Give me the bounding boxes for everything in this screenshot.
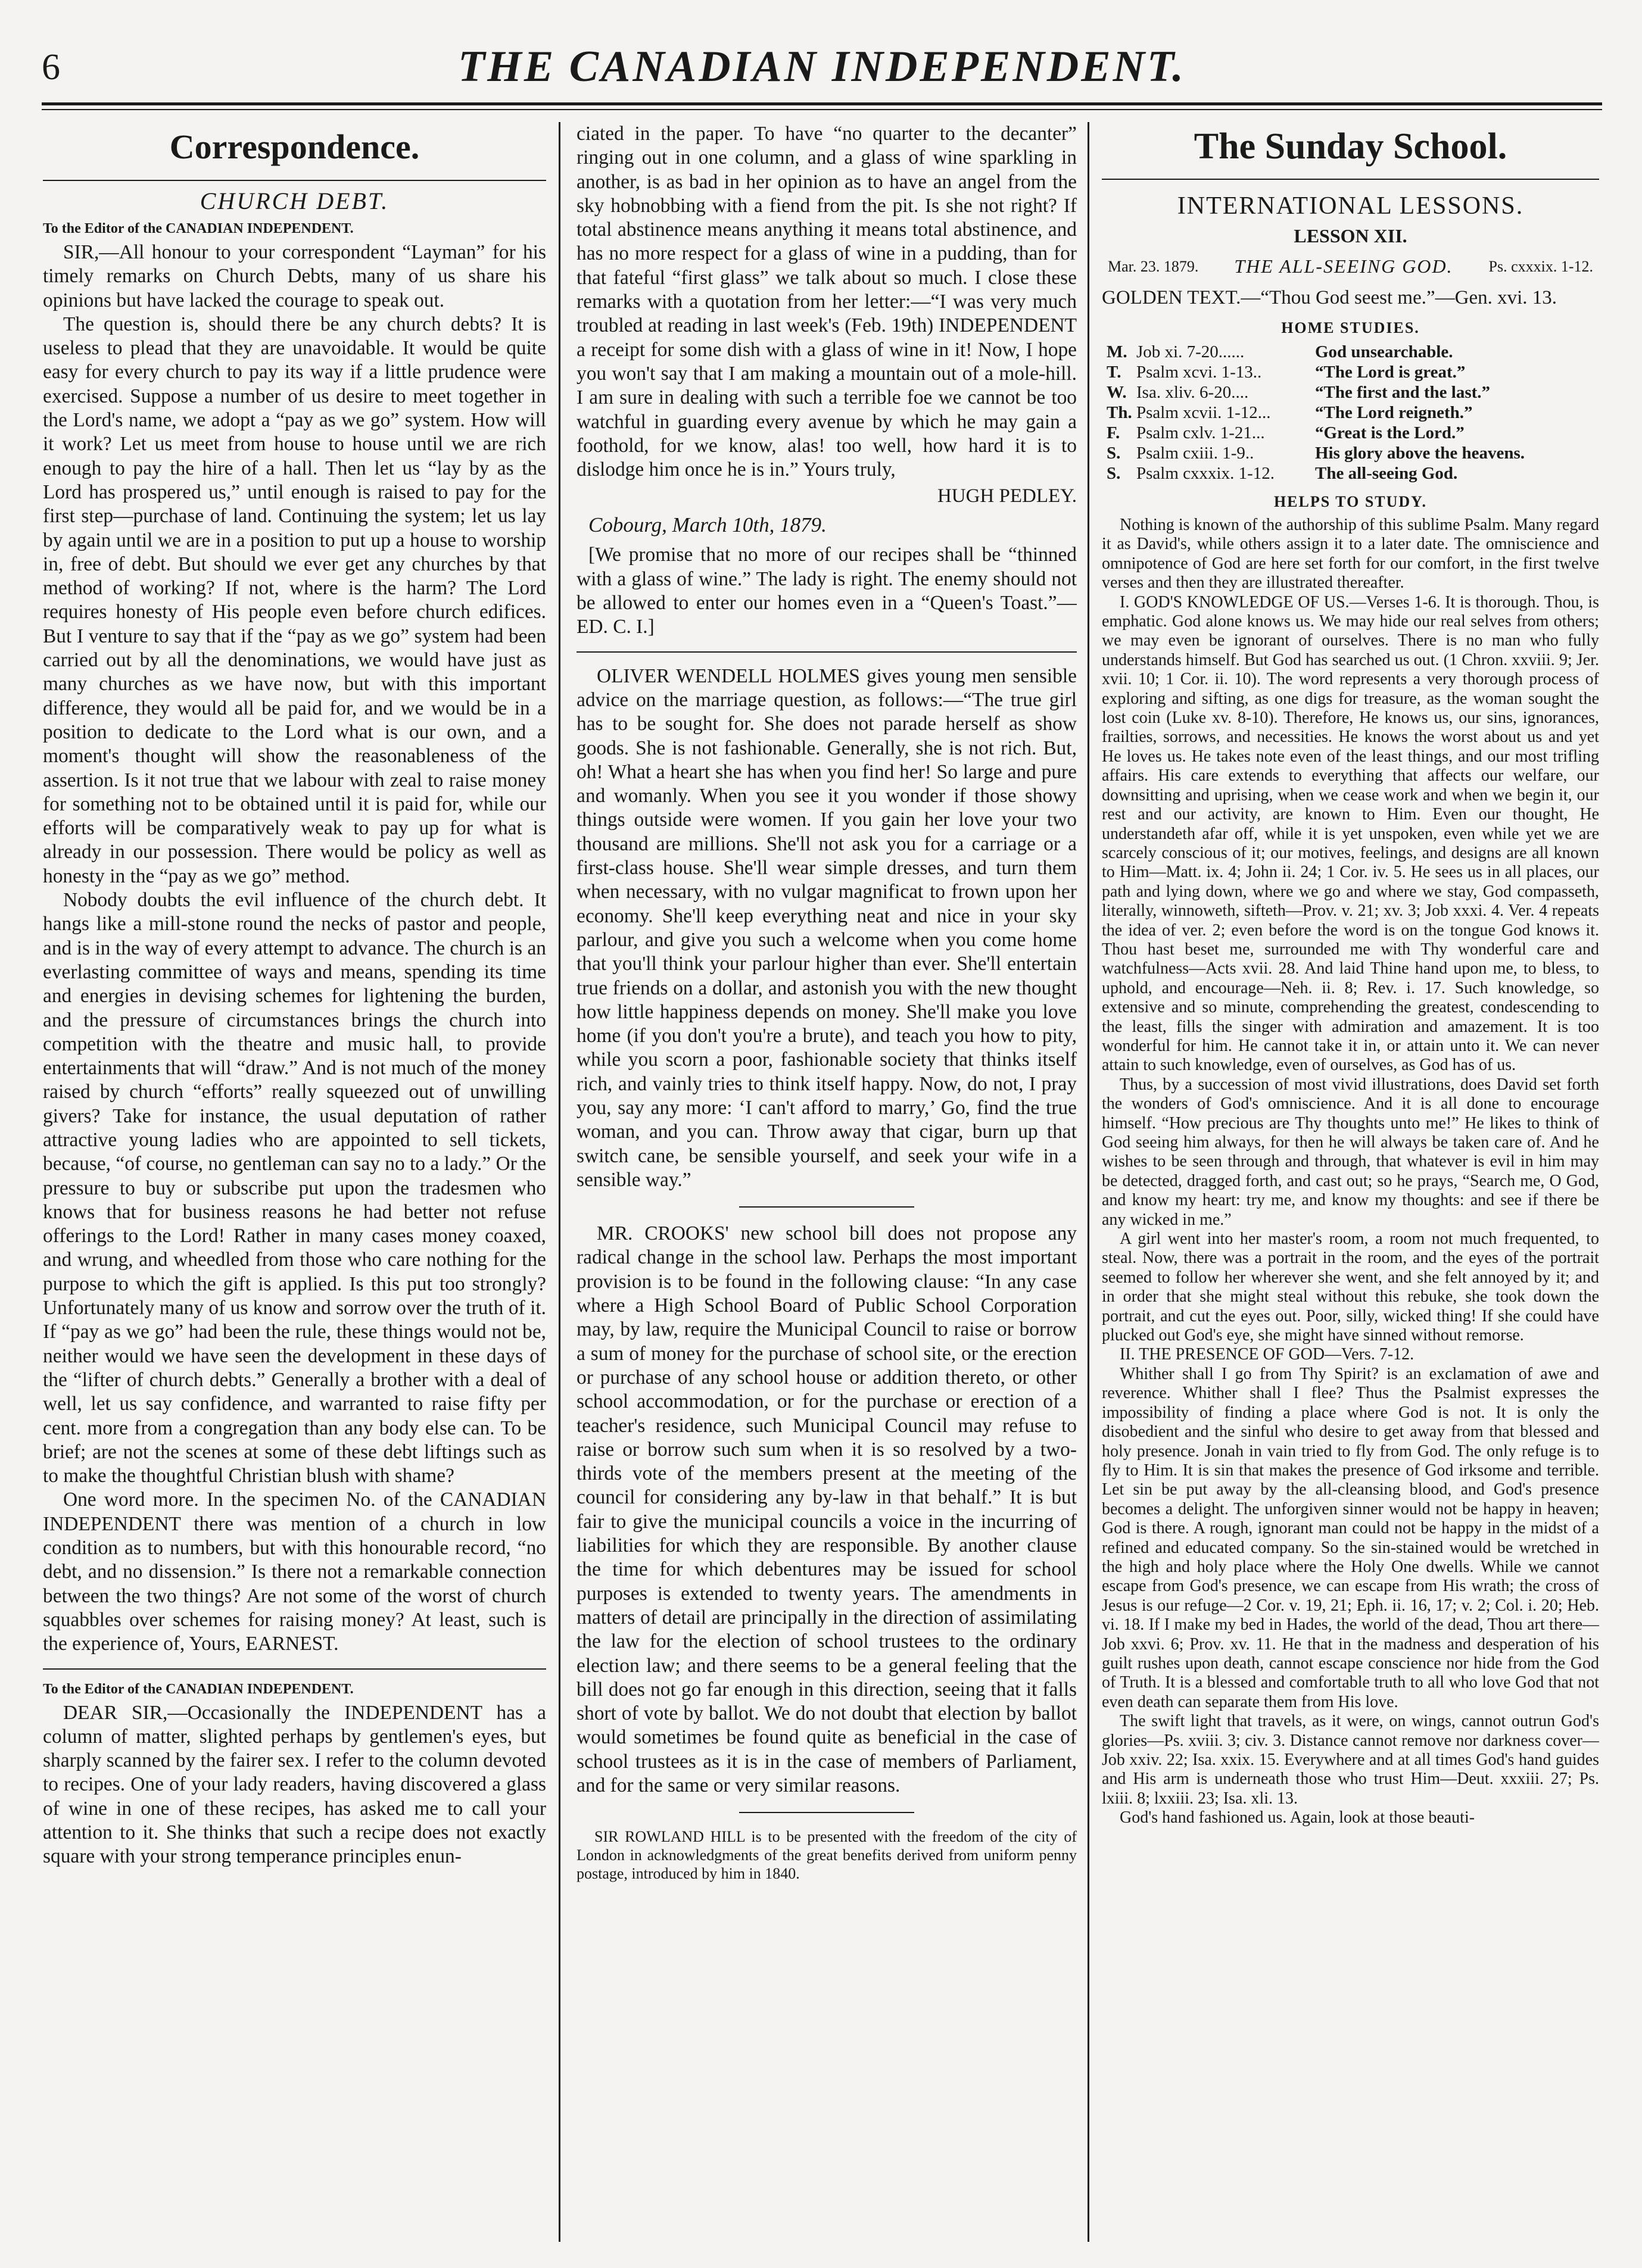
helps-subheading: II. THE PRESENCE OF GOD—Vers. 7-12. [1120,1345,1414,1364]
journal-title: THE CANADIAN INDEPENDENT. [458,42,1186,91]
letter1-paragraph: One word more. In the specimen No. of the CANADIAN INDEPENDENT there was mention of a church in low condition as to numbers, but with this honourable record, “no debt, and no dissension.” Is there not a remarkable connection between the two things? Are not some of the worst of church squabbles over schemes for raising money? At least, such is the experience of, Yours, EARNEST. [43,1489,546,1655]
to-editor-line: To the Editor of the CANADIAN INDEPENDENT. [43,221,354,236]
column-sunday-school [1102,122,1599,2242]
helps-paragraph: I. GOD'S KNOWLEDGE OF US.—Verses 1-6. It is thorough. Thou, is emphatic. God alone knows us. We may hide our real selves from others; we may even be ignorant of ourselves. There is no man who fully understands himself. But God has searched us out. (1 Chron. xxviii. 9; Jer. xvii. 10; 1 Cor. ii. 10). The word represents a very thorough process of exploring and sifting, as one digs for treasure, as the woman sought the lost coin (Luke xv. 8-10). Therefore, He knows us, our sins, ignorances, frailties, sorrows, and necessities. He knows the worst about us and yet He loves us. He takes note even of the least things, and our most trifling affairs. His care extends to everything that affects our welfare, our downsitting and uprising, when we cease work and when we begin it, our rest and our activity, are known to Him. Even our thought, He understandeth afar off, while it is yet unspoken, even while yet we are scarcely conscious of it; our motives, feelings, and designs are all known to Him—Matt. ix. 4; John ii. 24; 1 Cor. iv. 5. He sees us in all places, our path and lying down, where we go and where we stay, God compasseth, literally, winnoweth, sifteth—Prov. v. 21; xv. 3; Job xxxi. 4. Ver. 4 repeats the idea of ver. 2; even before the word is on the tongue God knows it. Thou hast beset me, surrounded me with Thy wonderful care and watchfulness—Acts xvii. 28. And laid Thine hand upon me, to bless, to uphold, and encourage—Neh. ii. 8; Rev. i. 17. Such knowledge, so extensive and so minute, comprehending the greatest, condescending to the least, fills the singer with admiration and amazement. It is too wonderful for him. He cannot take it in, or attain unto it. We can never attain to such knowledge, even of ourselves, as God has of us. [1102,592,1599,1075]
short-divider-2 [739,1812,914,1813]
section-title-sunday-school: The Sunday School. [1194,126,1507,167]
lesson-title: THE ALL-SEEING GOD. [1234,255,1453,277]
header-rule-bottom [42,109,1602,110]
helps-paragraph: The swift light that travels, as it were, on wings, cannot outrun God's glories—Ps. xviii. 3; civ. 3. Distance cannot remove nor darkness cover—Job xxiv. 22; Isa. xxix. 15. Everywhere and at all times God's hand guides and His arm is underneath those who trust Him—Deut. xxxiii. 27; Ps. lxiii. 8; lxxiii. 23; Isa. xli. 13. [1102,1712,1599,1808]
to-editor-line-2: To the Editor of the CANADIAN INDEPENDENT. [43,1681,354,1697]
masthead [42,42,1602,95]
list-item: M. Job xi. 7-20...... God unsearchable. [1107,342,1453,361]
article-divider [577,651,1077,653]
lesson-reference: Ps. cxxxix. 1-12. [1488,257,1593,275]
letter1-paragraph: Nobody doubts the evil influence of the church debt. It hangs like a mill-stone round the necks of pastor and people, and is in the way of every attempt to advance. The church is an everlasting committee of ways and means, spending its time and energies in devising schemes for lightening the burden, and the pressure of circumstances brings the church into competition with the theatre and music hall, to provide entertainments that will “draw.” And is not much of the money raised by church “efforts” really squeezed out of unwilling givers? Take for instance, the usual deputation of rather attractive young ladies who are appointed to sell tickets, because, “of course, no gentleman can say no to a lady.” Or the pressure to buy or subscribe put upon the tradesmen who knows that for business reasons he had better not refuse offerings to the Lord! Rather in many cases money coaxed, and wrung, and wheedled from those who care nothing for the purpose to which the gift is applied. Is this put too strongly? Unfortunately many of us know and sorrow over the truth of it. If “pay as we go” had been the rule, these things would not be, neither would we have seen the development in these days of the “lifter of church debts.” Generally a brother with a deal of well, let us say confidence, and warranted to raise fifty per cent. more from a congregation than any body else can. To be brief; are not the scenes at some of these debt liftings such as to make the thoughtful Christian blush with shame? [43,889,546,1487]
letter2-paragraph: DEAR SIR,—Occasionally the INDEPENDENT has a column of matter, slighted perhaps by gentlemen's eyes, but sharply scanned by the fairer sex. I refer to the column devoted to recipes. One of your lady readers, having discovered a glass of wine in one of these recipes, has asked me to call your attention to it. She thinks that such a recipe does not exactly square with your strong temperance principles enun- [43,1701,546,1868]
helps-paragraph: A girl went into her master's room, a room not much frequented, to steal. Now, there was a portrait in the room, and the eyes of the portrait seemed to follow her wherever she went, and she felt annoyed by it; and in order that she might steal without this rebuke, she took down the portrait, and cut the eyes out. Poor, silly, wicked thing! If she could have plucked out God's eye, she might have sinned without remorse. [1102,1230,1599,1345]
list-item: W. Isa. xliv. 6-20.... “The first and the last.” [1107,383,1491,402]
helps-paragraph: Whither shall I go from Thy Spirit? is an exclamation of awe and reverence. Whither shall I flee? Thus the Psalmist expresses the impossibility of finding a place where God is not. It is only the disobedient and the sinful who desire to get away from that blessed and holy presence. Jonah in vain tried to fly from God. The only refuge is to fly to Him. It is sin that makes the presence of God irksome and terrible. Let sin be put away by the all-cleansing blood, and God's presence becomes a delight. The unforgiven sinner would not be happy in heaven; God is there. A rough, ignorant man could not be happy in the midst of a refined and educated company. So the sin-stained would be wretched in the high and holy place where the Holy One dwells. While we cannot escape from God's presence, we can escape from His wrath; the cross of Jesus is our refuge—2 Cor. v. 19, 21; Eph. ii. 16, 17; v. 2; Col. i. 20; Heb. vi. 18. If I make my bed in Hades, the world of the dead, Thou art there—Job xxvi. 6; Prov. xv. 11. He that in the madness and desperation of his guilt rushes upon death, cannot escape conscience nor hide from the God of Truth. It is a blessed and comfortable truth to all who love God that not even death can separate them from His love. [1102,1364,1599,1711]
lesson-number: LESSON XII. [1294,225,1407,247]
list-item: S. Psalm cxiii. 1-9.. His glory above the heavens. [1107,444,1525,463]
lesson-header-row [1108,255,1593,277]
holmes-paragraph: OLIVER WENDELL HOLMES gives young men sensible advice on the marriage question, as follows:—“The true girl has to be sought for. She does not parade herself as show goods. She is not fashionable. Generally, she is not rich. But, oh! What a heart she has when you find her! So large and pure and womanly. When you see it you wonder if those showy things outside were women. If you gain her love your two thousand are millions. She'll not ask you for a carriage or a first-class house. She'll wear simple dresses, and turn them when necessary, with no vulgar magnificat to frown upon her economy. She'll keep everything neat and nice in your sky parlour, and give you such a welcome when you come home that you'll think your parlour higher than ever. She'll entertain true friends on a dollar, and astonish you with the new thought how little happiness depends on money. She'll make you love home (if you don't you're a brute), and teach you how to pity, while you scorn a poor, fashionable society that thinks itself rich, and vainly tries to think itself happy. Now, do not, I pray you, say any more: ‘I can't afford to marry,’ Go, find the true woman, and you can. Throw away that cigar, burn up that switch cane, be sensible yourself, and seek your wife in a sensible way.” [577,665,1077,1191]
letter1-paragraph: The question is, should there be any church debts? It is useless to plead that they are unavoidable. It would be quite easy for every church to pay its way if a little prudence were exercised. Suppose a number of us desire to meet together in the Lord's name, we adopt a “pay as we go” system. How will it work? Let us meet from house to house until we are rich enough to pay the hire of a hall. Then let us “lay by as the Lord has prospered us,” until enough is raised to pay for the first step—purchase of land. Continuing the system; let us lay by again until we are in a position to put up a house to worship in, free of debt. But should we ever get any churches by that method of working? If not, where is the harm? The Lord requires honesty of His people even before church edifices. But I venture to say that if the “pay as we go” system had been carried out by all the denominations, we would have just as many churches as we have now, but with this important difference, they would all be paid for, and we would be in a position to dedicate to the Lord what is our own, and a moment's thought will show the reasonableness of the assertion. Is it not true that we labour with zeal to raise money for something not to be obtained until it is paid for, while our efforts will be comparatively weak to pay up for what is already in our possession. There would be policy as well as honesty in the “pay as we go” method. [43,313,546,887]
short-divider [739,1206,914,1208]
column-divider-2 [1088,122,1089,2242]
column-correspondence [43,122,546,2242]
crooks-paragraph: MR. CROOKS' new school bill does not propose any radical change in the school law. Perhaps the most important provision is to be found in the following clause: “In any case where a High School Board of Public School Corporation may, by law, require the Municipal Council to raise or borrow a sum of money for the purchase of school site, or the erection or purchase of any school house or addition thereto, or other school accommodation, or for the purchase or erection of a teacher's residence, such Municipal Council may refuse to raise or borrow such sum when it is so resolved by a two-thirds vote of the members present at the meeting of the council for considering any by-law in that behalf.” It is but fair to give the municipal councils a voice in the incurring of liabilities for which they are responsible. By another clause the time for which debentures may be issued for school purposes is extended to twenty years. The amendments in matters of detail are principally in the direction of assimilating the law for the election of school trustees to the ordinary election law; and there seems to be a general feeling that the bill does not go far enough in this direction, seeing that it falls short of vote by ballot. We do not doubt that election by ballot would sometimes be found quite as beneficial in the case of school trustees as it is in the case of members of Parliament, and for the same or very similar reasons. [577,1222,1077,1796]
section-title-correspondence: Correspondence. [169,127,420,166]
dateline-cobourg: Cobourg, March 10th, 1879. [588,513,827,537]
editor-note: [We promise that no more of our recipes shall be “thinned with a glass of wine.” The lady is right. The enemy should not be allowed to enter our homes even in a “Queen's Toast.”—ED. C. I.] [577,544,1077,638]
list-item: F. Psalm cxlv. 1-21... “Great is the Lord.” [1107,423,1465,442]
golden-text: GOLDEN TEXT.—“Thou God seest me.”—Gen. xvi. 13. [1102,287,1557,308]
signature-hugh-pedley: HUGH PEDLEY. [937,485,1077,507]
helps-paragraph: God's hand fashioned us. Again, look at those beauti- [1120,1808,1475,1827]
helps-to-study-heading: HELPS TO STUDY. [1273,493,1428,510]
letter-divider [43,1668,546,1670]
rowland-hill-note: SIR ROWLAND HILL is to be presented with the freedom of the city of London in acknowledgments of the great benefits derived from uniform penny postage, introduced by him in 1840. [577,1828,1077,1883]
helps-paragraph: Thus, by a succession of most vivid illustrations, does David set forth the wonders of God's omniscience. And it is all done to encourage himself. “How precious are Thy thoughts unto me!” He likes to think of God seeing him always, for then he will always be taken care of. And he wishes to be seen through and through, that whatever is evil in him may be detected, dragged forth, and cast out; so he prays, “Search me, O God, and know my heart: try me, and know my thoughts: and see if there be any wicked in me.” [1102,1075,1599,1229]
lesson-date: Mar. 23. 1879. [1108,257,1199,275]
list-item: S. Psalm cxxxix. 1-12. The all-seeing God. [1107,464,1458,483]
page-number: 6 [42,47,60,88]
home-studies-list [1107,342,1599,483]
helps-paragraph: Nothing is known of the authorship of this sublime Psalm. Many regard it as David's, while others assign it to a later date. The omniscience and omnipotence of God are here set forth for our comfort, in the first twelve verses and then they are illustrated thereafter. [1102,516,1599,592]
column-divider-1 [559,122,560,2242]
home-studies-heading: HOME STUDIES. [1281,319,1420,336]
letter2-continued: ciated in the paper. To have “no quarter to the decanter” ringing out in one column, and a glass of wine sparkling in another, is as bad in her opinion as to have an angel from the sky hobnobbing with a fiend from the pit. Is she not right? If total abstinence means anything it means total abstinence, and has no more respect for a glass of wine in a pudding, than for that fateful “first glass” we talk about so much. I close these remarks with a quotation from her letter:—“I was very much troubled at reading in last week's (Feb. 19th) INDEPENDENT a receipt for some dish with a glass of wine in it! Now, I hope you won't say that I am making a mountain out of a mole-hill. I am sure in dealing with such a terrible foe we cannot be too watchful in guarding every avenue by which he may gain a foothold, for we know, alas! too well, how hard it is to dislodge him once he is in.” Yours truly, [577,123,1077,481]
header-rule-top [42,102,1602,105]
list-item: Th. Psalm xcvii. 1-12... “The Lord reigneth.” [1107,403,1473,422]
letter1-paragraph: SIR,—All honour to your correspondent “Layman” for his timely remarks on Church Debts, many of us share his opinions but have lacked the courage to speak out. [43,241,546,311]
column-middle [577,122,1077,2242]
list-item: T. Psalm xcvi. 1-13.. “The Lord is great.” [1107,363,1466,382]
international-lessons-heading: INTERNATIONAL LESSONS. [1102,179,1599,220]
article-title-church-debt: CHURCH DEBT. [43,180,546,215]
